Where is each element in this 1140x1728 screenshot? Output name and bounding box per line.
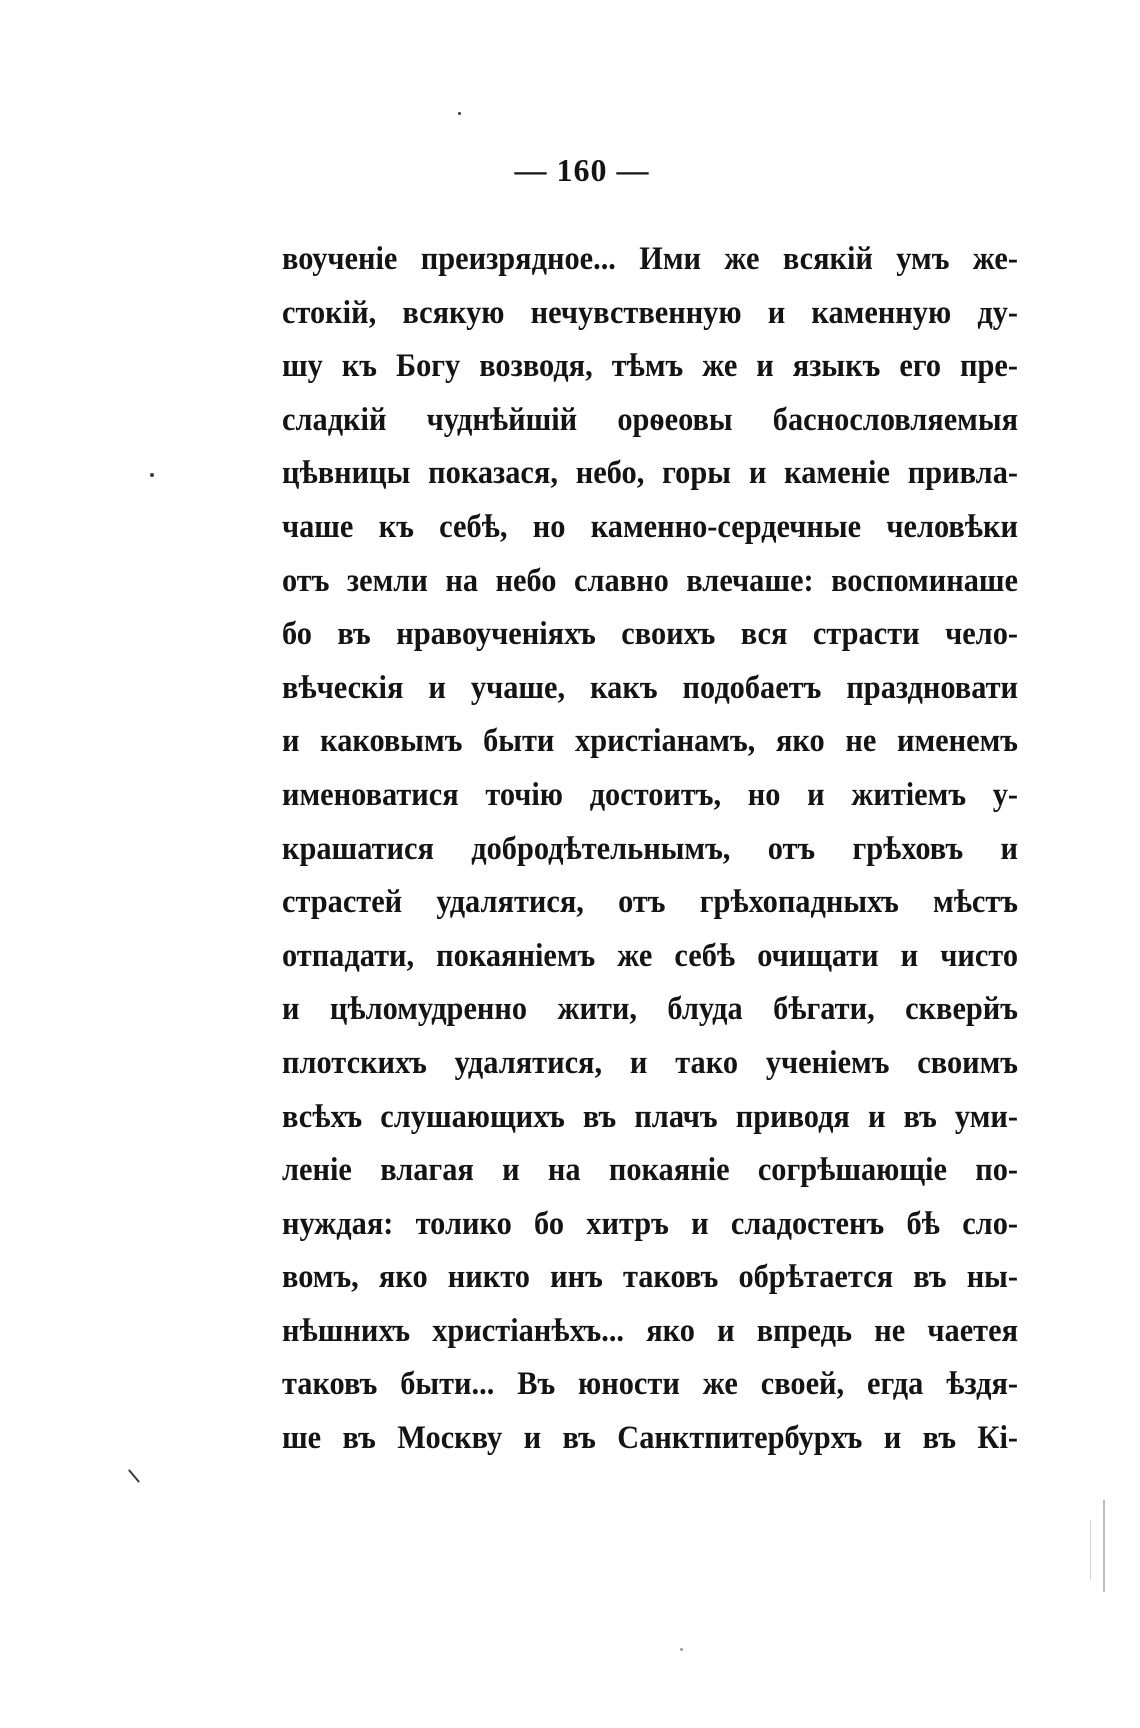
text-line: шу къ Богу возводя, тѣмъ же и языкъ его пре-	[282, 348, 1018, 385]
scan-speck	[680, 1648, 683, 1651]
scan-edge-line	[1090, 1520, 1091, 1580]
text-line: сладкій чуднѣйшій орѳеовы баснословляемыя	[282, 401, 1018, 438]
text-line: отъ земли на небо славно влечаше: воспоминаше	[282, 562, 1018, 599]
text-line: нуждая: толико бо хитръ и сладостенъ бѣ сло-	[282, 1205, 1018, 1242]
text-line: бо въ нравоученіяхъ своихъ вся страсти чело-	[282, 616, 1018, 653]
text-line: всѣхъ слушающихъ въ плачъ приводя и въ уми-	[282, 1098, 1018, 1135]
text-line: вѣческія и учаше, какъ подобаетъ праздновати	[282, 669, 1018, 706]
scan-speck	[150, 473, 154, 477]
scan-edge-line	[1103, 1500, 1105, 1592]
scan-speck	[458, 112, 461, 115]
text-line: чаше къ себѣ, но каменно-сердечные человѣки	[282, 508, 1018, 545]
text-line: страстей удалятися, отъ грѣхопадныхъ мѣстъ	[282, 884, 1018, 921]
text-line: таковъ быти... Въ юности же своей, егда ѣздя-	[282, 1366, 1018, 1403]
text-line: ше въ Москву и въ Санктпитербурхъ и въ Кі-	[282, 1420, 1018, 1457]
text-line: именоватися точію достоитъ, но и житіемъ у-	[282, 776, 1018, 813]
text-line: цѣвницы показася, небо, горы и каменіе привла-	[282, 455, 1018, 492]
text-line: стокій, всякую нечувственную и каменную ду-	[282, 294, 1018, 331]
text-line: и цѣломудренно жити, блуда бѣгати, скверйъ	[282, 991, 1018, 1028]
text-line: вомъ, яко никто инъ таковъ обрѣтается въ ны-	[282, 1259, 1018, 1296]
text-line: нѣшнихъ христіанѣхъ... яко и впредь не чаетея	[282, 1312, 1018, 1349]
page-body-text	[282, 233, 1017, 1466]
text-line: воученіе преизрядное... Ими же всякій умъ же-	[282, 241, 1018, 277]
scan-mark	[128, 1469, 140, 1483]
text-line: и каковымъ быти христіанамъ, яко не именемъ	[282, 723, 1018, 760]
page-number: — 160 —	[514, 152, 650, 188]
text-line: крашатися добродѣтельнымъ, отъ грѣховъ и	[282, 830, 1018, 867]
text-line: леніе влагая и на покаяніе согрѣшающіе по-	[282, 1152, 1018, 1189]
text-line: отпадати, покаяніемъ же себѣ очищати и чисто	[282, 937, 1018, 974]
text-line: плотскихъ удалятися, и тако ученіемъ своимъ	[282, 1044, 1018, 1081]
